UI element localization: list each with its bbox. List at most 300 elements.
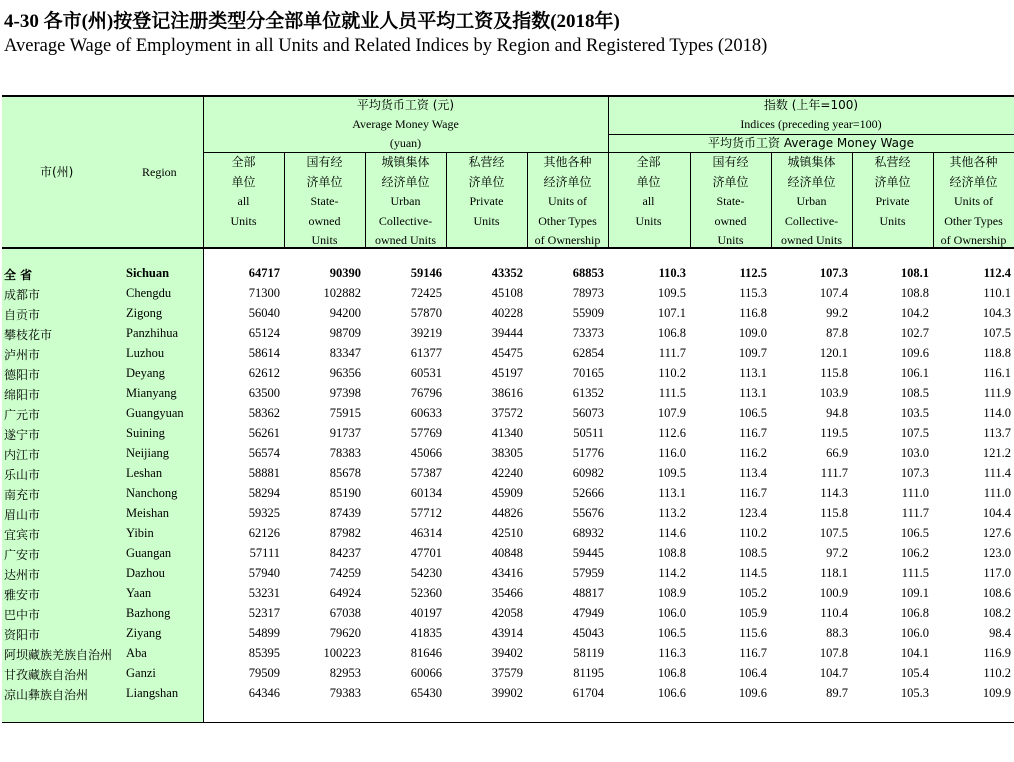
wage-cell: 83347 xyxy=(329,346,361,360)
wage-cell: 40848 xyxy=(491,546,523,560)
index-cell: 107.5 xyxy=(982,326,1011,340)
wage-cell: 100223 xyxy=(323,646,361,660)
column-header-line: State- xyxy=(716,194,745,208)
region-name-en: Ziyang xyxy=(126,626,162,640)
wage-cell: 54899 xyxy=(248,626,280,640)
index-cell: 111.0 xyxy=(901,486,929,500)
wage-cell: 56261 xyxy=(248,426,280,440)
index-cell: 103.9 xyxy=(819,386,848,400)
wage-cell: 73373 xyxy=(572,326,604,340)
column-header-line: Units of xyxy=(954,194,993,208)
wage-cell: 50511 xyxy=(573,426,604,440)
index-cell: 115.6 xyxy=(739,626,767,640)
index-cell: 107.3 xyxy=(819,266,848,280)
column-header-line: State- xyxy=(310,194,339,208)
table-row xyxy=(0,624,1014,644)
index-cell: 111.0 xyxy=(983,486,1011,500)
index-cell: 108.9 xyxy=(657,586,686,600)
index-column-header xyxy=(608,153,689,231)
table-row xyxy=(0,464,1014,484)
wage-column-header xyxy=(203,153,284,231)
region-name-zh: 全 省 xyxy=(4,268,33,282)
wage-cell: 45197 xyxy=(491,366,523,380)
column-header-line: Private xyxy=(469,194,504,208)
wage-column-header xyxy=(365,153,446,251)
wage-group-en: Average Money Wage xyxy=(352,117,459,131)
region-name-zh: 泸州市 xyxy=(4,348,41,362)
index-cell: 110.2 xyxy=(739,526,767,540)
index-cell: 115.3 xyxy=(739,286,767,300)
column-header-line: 经济单位 xyxy=(543,174,592,189)
index-cell: 110.3 xyxy=(658,266,686,280)
wage-cell: 87439 xyxy=(329,506,361,520)
index-cell: 109.9 xyxy=(982,686,1011,700)
index-cell: 109.5 xyxy=(657,466,686,480)
table-row xyxy=(0,344,1014,364)
column-header-line: Other Types xyxy=(944,213,1003,228)
index-cell: 113.4 xyxy=(739,466,767,480)
table-row xyxy=(0,364,1014,384)
index-cell: 111.5 xyxy=(658,386,686,400)
column-header-line: 私营经 xyxy=(874,155,911,169)
index-cell: 105.2 xyxy=(738,586,767,600)
index-cell: 106.8 xyxy=(657,326,686,340)
wage-cell: 90390 xyxy=(329,266,361,280)
index-cell: 105.3 xyxy=(900,686,929,700)
region-name-zh: 达州市 xyxy=(4,568,41,582)
region-name-zh: 阿坝藏族羌族自治州 xyxy=(4,648,113,662)
index-cell: 116.7 xyxy=(739,646,767,660)
column-header-line: 城镇集体 xyxy=(787,155,836,169)
wage-cell: 53231 xyxy=(248,586,280,600)
wage-cell: 74259 xyxy=(329,566,361,580)
index-cell: 108.6 xyxy=(982,586,1011,600)
wage-cell: 43352 xyxy=(491,266,523,280)
index-cell: 106.5 xyxy=(900,526,929,540)
index-cell: 112.4 xyxy=(983,266,1011,280)
index-cell: 123.4 xyxy=(738,506,767,520)
wage-cell: 54230 xyxy=(410,566,442,580)
table-row xyxy=(0,564,1014,584)
table-row xyxy=(0,404,1014,424)
region-name-zh: 广元市 xyxy=(4,408,41,422)
wage-cell: 43416 xyxy=(491,566,523,580)
wage-cell: 57712 xyxy=(410,506,442,520)
wage-cell: 42058 xyxy=(491,606,523,620)
table-row xyxy=(0,264,1014,284)
column-header-line: 单位 xyxy=(231,174,256,189)
index-cell: 111.7 xyxy=(901,506,929,520)
wage-cell: 58119 xyxy=(573,646,604,660)
index-cell: 66.9 xyxy=(826,446,848,460)
index-cell: 106.5 xyxy=(738,406,767,420)
table-row xyxy=(0,484,1014,504)
region-name-en: Panzhihua xyxy=(126,326,179,340)
wage-cell: 37579 xyxy=(491,666,523,680)
index-cell: 112.5 xyxy=(739,266,767,280)
wage-group-header xyxy=(203,96,608,153)
region-name-en: Liangshan xyxy=(126,686,179,700)
index-cell: 107.4 xyxy=(819,286,848,300)
index-cell: 111.7 xyxy=(820,466,848,480)
column-header-line: 其他各种 xyxy=(543,155,592,169)
table-row xyxy=(0,504,1014,524)
column-header-line: Private xyxy=(875,194,910,208)
table-row xyxy=(0,324,1014,344)
wage-cell: 41835 xyxy=(410,626,442,640)
index-cell: 116.0 xyxy=(658,446,686,460)
wage-cell: 60134 xyxy=(410,486,442,500)
column-header-line: Units xyxy=(473,213,500,228)
wage-cell: 58881 xyxy=(248,466,280,480)
index-cell: 105.4 xyxy=(900,666,929,680)
wage-cell: 35466 xyxy=(491,586,523,600)
region-name-zh: 绵阳市 xyxy=(4,388,41,402)
table-title-zh: 4-30 各市(州)按登记注册类型分全部单位就业人员平均工资及指数(2018年) xyxy=(4,11,620,32)
table-body xyxy=(0,264,1014,704)
index-cell: 103.5 xyxy=(900,406,929,420)
wage-cell: 78973 xyxy=(572,286,604,300)
index-cell: 115.8 xyxy=(820,506,848,520)
wage-cell: 52360 xyxy=(410,586,442,600)
index-cell: 106.0 xyxy=(900,626,929,640)
wage-cell: 78383 xyxy=(329,446,361,460)
region-name-zh: 甘孜藏族自治州 xyxy=(4,668,89,682)
wage-cell: 82953 xyxy=(329,666,361,680)
region-name-en: Yaan xyxy=(126,586,152,600)
index-cell: 113.1 xyxy=(739,366,767,380)
wage-cell: 55676 xyxy=(572,506,604,520)
index-cell: 105.9 xyxy=(738,606,767,620)
table-row xyxy=(0,304,1014,324)
wage-cell: 47701 xyxy=(410,546,442,560)
wage-cell: 79509 xyxy=(248,666,280,680)
index-cell: 114.6 xyxy=(658,526,686,540)
region-name-zh: 德阳市 xyxy=(4,368,41,382)
wage-cell: 40228 xyxy=(491,306,523,320)
wage-cell: 38305 xyxy=(491,446,523,460)
column-header-line: 济单位 xyxy=(712,174,749,189)
index-cell: 107.5 xyxy=(819,526,848,540)
region-en-header: Region xyxy=(142,165,177,179)
index-cell: 116.7 xyxy=(739,486,767,500)
wage-cell: 47949 xyxy=(572,606,604,620)
wage-cell: 60633 xyxy=(410,406,442,420)
table-row xyxy=(0,444,1014,464)
index-cell: 107.8 xyxy=(819,646,848,660)
wage-cell: 59325 xyxy=(248,506,280,520)
wage-cell: 71300 xyxy=(248,286,280,300)
index-cell: 113.7 xyxy=(983,426,1011,440)
column-header-line: owned xyxy=(714,213,747,228)
wage-cell: 48817 xyxy=(572,586,604,600)
column-header-line: Units of xyxy=(548,194,587,208)
table-row xyxy=(0,644,1014,664)
wage-cell: 87982 xyxy=(329,526,361,540)
wage-cell: 52666 xyxy=(572,486,604,500)
index-cell: 117.0 xyxy=(983,566,1011,580)
index-cell: 111.7 xyxy=(658,346,686,360)
region-name-en: Ganzi xyxy=(126,666,156,680)
wage-column-header xyxy=(446,153,527,231)
region-name-en: Aba xyxy=(126,646,147,660)
index-cell: 108.5 xyxy=(900,386,929,400)
wage-cell: 56040 xyxy=(248,306,280,320)
table-row xyxy=(0,664,1014,684)
region-name-zh: 巴中市 xyxy=(4,608,41,622)
column-header-line: Units xyxy=(717,233,744,247)
column-header-line: Units xyxy=(635,213,662,228)
index-cell: 88.3 xyxy=(826,626,848,640)
index-cell: 104.2 xyxy=(900,306,929,320)
index-group-en: Indices (preceding year=100) xyxy=(740,117,882,131)
wage-cell: 96356 xyxy=(329,366,361,380)
wage-cell: 57387 xyxy=(410,466,442,480)
column-header-line: owned xyxy=(308,213,341,228)
column-header-line: 经济单位 xyxy=(949,174,998,189)
column-header-line: 国有经 xyxy=(306,155,343,169)
index-cell: 114.5 xyxy=(739,566,767,580)
wage-cell: 59146 xyxy=(410,266,442,280)
index-cell: 108.2 xyxy=(982,606,1011,620)
wage-cell: 64717 xyxy=(248,266,280,280)
index-cell: 111.9 xyxy=(983,386,1011,400)
wage-cell: 97398 xyxy=(329,386,361,400)
region-name-zh: 南充市 xyxy=(4,488,41,502)
wage-column-header xyxy=(527,153,608,251)
column-header-line: 全部 xyxy=(231,155,256,169)
region-name-en: Chengdu xyxy=(126,286,172,300)
index-cell: 120.1 xyxy=(819,346,848,360)
wage-cell: 65124 xyxy=(248,326,280,340)
wage-cell: 70165 xyxy=(572,366,604,380)
wage-cell: 57959 xyxy=(572,566,604,580)
index-cell: 109.6 xyxy=(900,346,929,360)
wage-cell: 59445 xyxy=(572,546,604,560)
table-row xyxy=(0,284,1014,304)
index-cell: 118.1 xyxy=(820,566,848,580)
column-header-line: Urban xyxy=(796,194,827,208)
index-cell: 106.0 xyxy=(657,606,686,620)
index-cell: 123.0 xyxy=(982,546,1011,560)
wage-cell: 72425 xyxy=(410,286,442,300)
index-cell: 106.8 xyxy=(900,606,929,620)
column-header-line: 济单位 xyxy=(306,174,343,189)
wage-cell: 68853 xyxy=(572,266,604,280)
index-cell: 110.2 xyxy=(658,366,686,380)
wage-cell: 67038 xyxy=(329,606,361,620)
wage-cell: 39402 xyxy=(491,646,523,660)
index-cell: 113.2 xyxy=(658,506,686,520)
index-cell: 118.8 xyxy=(983,346,1011,360)
region-name-zh: 内江市 xyxy=(4,448,41,462)
region-name-zh: 遂宁市 xyxy=(4,428,41,442)
region-name-en: Bazhong xyxy=(126,606,171,620)
column-header-line: all xyxy=(642,194,655,208)
wage-cell: 79383 xyxy=(329,686,361,700)
region-name-zh: 凉山彝族自治州 xyxy=(4,688,89,702)
index-cell: 104.3 xyxy=(982,306,1011,320)
wage-cell: 76796 xyxy=(410,386,442,400)
index-cell: 104.7 xyxy=(819,666,848,680)
wage-cell: 51776 xyxy=(572,446,604,460)
wage-group-zh: 平均货币工资 (元) xyxy=(356,98,455,112)
wage-cell: 68932 xyxy=(572,526,604,540)
column-header-line: Other Types xyxy=(538,213,597,228)
wage-cell: 40197 xyxy=(410,606,442,620)
column-header-line: 其他各种 xyxy=(949,155,998,169)
region-name-en: Deyang xyxy=(126,366,165,380)
region-name-en: Sichuan xyxy=(126,266,170,280)
index-cell: 116.1 xyxy=(983,366,1011,380)
index-cell: 113.1 xyxy=(658,486,686,500)
index-cell: 115.8 xyxy=(820,366,848,380)
wage-cell: 60066 xyxy=(410,666,442,680)
index-cell: 106.6 xyxy=(657,686,686,700)
column-header-line: 私营经 xyxy=(468,155,505,169)
column-header-line: Collective- xyxy=(378,213,433,228)
index-cell: 109.6 xyxy=(738,686,767,700)
region-name-zh: 攀枝花市 xyxy=(4,328,53,342)
region-name-en: Leshan xyxy=(126,466,163,480)
index-column-header xyxy=(771,153,852,251)
index-cell: 113.1 xyxy=(739,386,767,400)
region-name-en: Guangan xyxy=(126,546,172,560)
region-name-en: Mianyang xyxy=(126,386,177,400)
wage-column-header xyxy=(284,153,365,251)
column-header-line: Units xyxy=(879,213,906,228)
region-name-en: Guangyuan xyxy=(126,406,184,420)
index-column-header xyxy=(933,153,1014,251)
index-cell: 108.5 xyxy=(738,546,767,560)
index-sub-header xyxy=(608,134,1014,153)
index-cell: 109.7 xyxy=(738,346,767,360)
index-cell: 104.1 xyxy=(900,646,929,660)
region-name-en: Luzhou xyxy=(126,346,165,360)
region-zh-header: 市(州) xyxy=(40,165,74,179)
index-cell: 106.8 xyxy=(657,666,686,680)
region-name-en: Meishan xyxy=(126,506,170,520)
wage-cell: 85190 xyxy=(329,486,361,500)
column-header-line: 经济单位 xyxy=(381,174,430,189)
index-cell: 119.5 xyxy=(820,426,848,440)
region-name-en: Suining xyxy=(126,426,165,440)
wage-cell: 64346 xyxy=(248,686,280,700)
wage-cell: 37572 xyxy=(491,406,523,420)
region-name-en: Nanchong xyxy=(126,486,178,500)
wage-cell: 45066 xyxy=(410,446,442,460)
column-header-line: Urban xyxy=(390,194,421,208)
index-group-zh: 指数 (上年=100) xyxy=(763,98,859,112)
wage-cell: 85395 xyxy=(248,646,280,660)
index-cell: 106.4 xyxy=(738,666,767,680)
index-cell: 107.5 xyxy=(900,426,929,440)
index-cell: 106.2 xyxy=(900,546,929,560)
region-name-zh: 成都市 xyxy=(4,288,41,302)
table-row xyxy=(0,584,1014,604)
column-header-line: Units xyxy=(311,233,338,247)
column-header-line: 济单位 xyxy=(468,174,505,189)
index-column-header xyxy=(690,153,771,251)
wage-cell: 56574 xyxy=(248,446,280,460)
wage-cell: 58362 xyxy=(248,406,280,420)
index-cell: 94.8 xyxy=(826,406,848,420)
index-cell: 102.7 xyxy=(900,326,929,340)
index-cell: 103.0 xyxy=(900,446,929,460)
wage-cell: 102882 xyxy=(323,286,361,300)
index-cell: 89.7 xyxy=(826,686,848,700)
wage-cell: 60982 xyxy=(572,466,604,480)
column-header-line: all xyxy=(237,194,250,208)
column-header-line: Units xyxy=(230,213,257,228)
wage-cell: 64924 xyxy=(329,586,361,600)
wage-cell: 39444 xyxy=(491,326,523,340)
wage-cell: 52317 xyxy=(248,606,280,620)
region-name-zh: 乐山市 xyxy=(4,468,41,482)
wage-cell: 61377 xyxy=(410,346,442,360)
index-cell: 97.2 xyxy=(826,546,848,560)
wage-cell: 57940 xyxy=(248,566,280,580)
wage-cell: 41340 xyxy=(491,426,523,440)
wage-cell: 58614 xyxy=(248,346,280,360)
index-cell: 110.4 xyxy=(820,606,848,620)
wage-cell: 75915 xyxy=(329,406,361,420)
column-header-line: of Ownership xyxy=(940,233,1007,247)
index-group-header xyxy=(608,96,1014,134)
region-name-zh: 自贡市 xyxy=(4,308,41,322)
wage-cell: 57111 xyxy=(249,546,280,560)
column-header-line: Collective- xyxy=(784,213,839,228)
wage-cell: 42240 xyxy=(491,466,523,480)
column-header-line: 济单位 xyxy=(874,174,911,189)
index-cell: 98.4 xyxy=(989,626,1011,640)
wage-cell: 91737 xyxy=(329,426,361,440)
index-column-header xyxy=(852,153,933,231)
wage-cell: 94200 xyxy=(329,306,361,320)
column-header-line: owned Units xyxy=(375,233,436,247)
wage-cell: 45043 xyxy=(572,626,604,640)
wage-cell: 62612 xyxy=(248,366,280,380)
index-cell: 107.3 xyxy=(900,466,929,480)
index-cell: 106.5 xyxy=(657,626,686,640)
region-name-en: Dazhou xyxy=(126,566,165,580)
wage-cell: 98709 xyxy=(329,326,361,340)
index-cell: 109.1 xyxy=(900,586,929,600)
wage-cell: 57870 xyxy=(410,306,442,320)
wage-cell: 42510 xyxy=(491,526,523,540)
index-cell: 104.4 xyxy=(982,506,1011,520)
wage-cell: 61352 xyxy=(572,386,604,400)
region-name-en: Zigong xyxy=(126,306,163,320)
index-cell: 108.1 xyxy=(900,266,929,280)
region-name-en: Yibin xyxy=(126,526,154,540)
wage-cell: 39219 xyxy=(410,326,442,340)
index-cell: 109.5 xyxy=(657,286,686,300)
wage-cell: 61704 xyxy=(572,686,604,700)
wage-cell: 62126 xyxy=(248,526,280,540)
wage-cell: 81646 xyxy=(410,646,442,660)
wage-cell: 57769 xyxy=(410,426,442,440)
wage-cell: 46314 xyxy=(410,526,442,540)
table-row xyxy=(0,384,1014,404)
index-cell: 108.8 xyxy=(900,286,929,300)
wage-cell: 65430 xyxy=(410,686,442,700)
table-row xyxy=(0,524,1014,544)
column-header-line: 国有经 xyxy=(712,155,749,169)
index-cell: 107.9 xyxy=(657,406,686,420)
index-cell: 110.1 xyxy=(983,286,1011,300)
index-cell: 106.1 xyxy=(900,366,929,380)
